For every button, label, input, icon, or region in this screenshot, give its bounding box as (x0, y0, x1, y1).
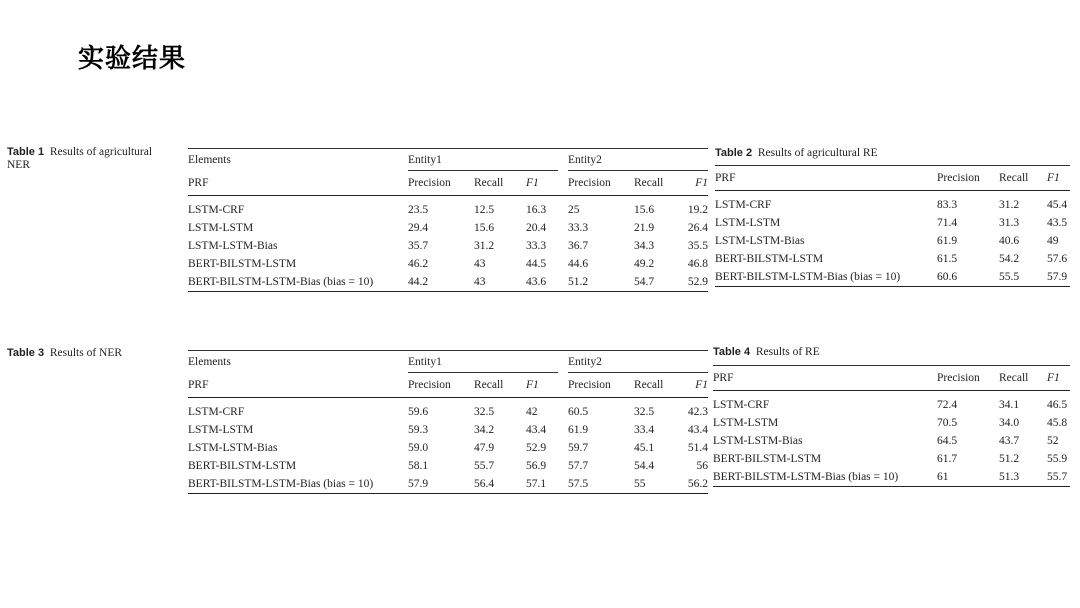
table-row (713, 396, 1070, 414)
row-value-cell: 47.9 (474, 441, 495, 454)
row-value-cell: 26.4 (687, 221, 708, 234)
col-f1-header: F1 (526, 171, 558, 196)
col-recall-header: Recall (474, 373, 526, 398)
row-value-cell: 23.5 (408, 203, 429, 216)
table-row (188, 439, 708, 457)
row-model-name: LSTM-LSTM (713, 416, 779, 429)
col-prf-header: PRF (188, 171, 408, 196)
row-value-cell: 57.1 (526, 475, 558, 493)
table-row (715, 250, 1070, 268)
row-value-cell: 71.4 (937, 216, 958, 229)
row-value-cell: 34.2 (474, 423, 495, 436)
row-value-cell: 44.6 (568, 258, 589, 271)
col-elements-header: Elements (188, 149, 408, 171)
table1-ner-agri (188, 148, 708, 292)
row-model-name: LSTM-LSTM-Bias (188, 441, 278, 454)
row-value-cell: 25 (568, 203, 580, 216)
row-value-cell: 59.6 (408, 405, 429, 418)
group-entity2-header: Entity2 (568, 149, 708, 171)
row-value-cell: 45.4 (1047, 198, 1068, 211)
row-value-cell: 57.7 (568, 460, 589, 473)
row-value-cell: 55 (634, 475, 686, 493)
col-prf-header: PRF (715, 166, 937, 191)
row-value-cell: 57.6 (1047, 253, 1068, 266)
row-model-name: LSTM-LSTM (188, 423, 254, 436)
column-gap (558, 403, 568, 421)
table-row (715, 214, 1070, 232)
table1-caption (7, 146, 172, 172)
row-value-cell: 33.3 (526, 239, 547, 252)
row-value-cell: 43.4 (526, 423, 547, 436)
col-recall-header: Recall (999, 166, 1047, 191)
row-value-cell: 54.7 (634, 273, 686, 291)
table2-re-agri (715, 165, 1070, 287)
col-f1-header: F1 (526, 373, 558, 398)
row-value-cell: 31.2 (999, 198, 1020, 211)
table4-caption-label: Table 4 (713, 346, 751, 358)
row-value-cell: 55.7 (474, 460, 495, 473)
table-row (715, 196, 1070, 214)
row-value-cell: 43.4 (687, 423, 708, 436)
group-entity1-header: Entity1 (408, 149, 558, 171)
row-model-name: BERT-BILSTM-LSTM (715, 253, 824, 266)
table3-caption-text: Results of NER (49, 347, 123, 359)
table2-caption-text: Results of agricultural RE (757, 147, 878, 159)
table3-caption-label: Table 3 (7, 347, 45, 359)
row-value-cell: 12.5 (474, 203, 495, 216)
col-recall-header: Recall (474, 171, 526, 196)
row-value-cell: 31.2 (474, 239, 495, 252)
group-entity2-header: Entity2 (568, 351, 708, 373)
row-value-cell: 20.4 (526, 221, 547, 234)
row-value-cell: 51.3 (999, 468, 1047, 486)
row-value-cell: 51.4 (687, 441, 708, 454)
table-row (188, 403, 708, 421)
row-value-cell: 61.5 (937, 253, 958, 266)
row-value-cell: 35.5 (687, 239, 708, 252)
column-gap (558, 439, 568, 457)
col-precision-header: Precision (568, 171, 634, 196)
row-value-cell: 72.4 (937, 398, 958, 411)
row-value-cell: 16.3 (526, 203, 547, 216)
column-gap (558, 255, 568, 273)
row-value-cell: 52 (1047, 434, 1059, 447)
row-model-name: LSTM-CRF (188, 405, 245, 418)
row-model-name: BERT-BILSTM-LSTM (713, 453, 822, 466)
row-value-cell: 29.4 (408, 221, 429, 234)
table-row (188, 237, 708, 255)
row-value-cell: 43.5 (1047, 216, 1068, 229)
table-row (715, 268, 1070, 286)
table-row (713, 432, 1070, 450)
col-precision-header: Precision (408, 171, 474, 196)
row-value-cell: 59.0 (408, 441, 429, 454)
row-value-cell: 34.3 (634, 239, 655, 252)
row-model-name: BERT-BILSTM-LSTM (188, 460, 297, 473)
col-recall-header: Recall (999, 366, 1047, 391)
table-row (188, 457, 708, 475)
row-value-cell: 61 (937, 468, 999, 486)
table4-caption-text: Results of RE (755, 346, 820, 358)
row-model-name: LSTM-LSTM (188, 221, 254, 234)
column-gap (558, 273, 568, 291)
col-prf-header: PRF (188, 373, 408, 398)
col-elements-header: Elements (188, 351, 408, 373)
group-entity1-header: Entity1 (408, 351, 558, 373)
row-value-cell: 45.1 (634, 441, 655, 454)
row-value-cell: 56.2 (686, 475, 708, 493)
row-value-cell: 35.7 (408, 239, 429, 252)
row-value-cell: 32.5 (474, 405, 495, 418)
row-value-cell: 43 (474, 258, 486, 271)
col-prf-header: PRF (713, 366, 937, 391)
column-gap (558, 421, 568, 439)
row-model-name: BERT-BILSTM-LSTM-Bias (bias = 10) (188, 475, 408, 493)
row-value-cell: 42 (526, 405, 538, 418)
col-f1-header: F1 (686, 171, 708, 196)
row-model-name: LSTM-LSTM-Bias (188, 239, 278, 252)
row-value-cell: 49.2 (634, 258, 655, 271)
row-value-cell: 58.1 (408, 460, 429, 473)
col-recall-header: Recall (634, 171, 686, 196)
col-recall-header: Recall (634, 373, 686, 398)
col-precision-header: Precision (408, 373, 474, 398)
column-gap (558, 475, 568, 493)
table-row (188, 475, 708, 493)
row-value-cell: 49 (1047, 234, 1059, 247)
row-model-name: LSTM-LSTM-Bias (713, 434, 803, 447)
row-value-cell: 60.5 (568, 405, 589, 418)
row-value-cell: 57.9 (1047, 268, 1070, 286)
row-model-name: BERT-BILSTM-LSTM-Bias (bias = 10) (715, 268, 937, 286)
row-value-cell: 56.9 (526, 460, 547, 473)
row-value-cell: 61.9 (568, 423, 589, 436)
row-value-cell: 61.9 (937, 234, 958, 247)
row-value-cell: 19.2 (687, 203, 708, 216)
row-model-name: LSTM-LSTM-Bias (715, 234, 805, 247)
column-gap (558, 219, 568, 237)
row-value-cell: 70.5 (937, 416, 958, 429)
table1-caption-label: Table 1 (7, 146, 45, 158)
row-model-name: BERT-BILSTM-LSTM (188, 258, 297, 271)
table2-caption (715, 147, 878, 160)
row-value-cell: 40.6 (999, 234, 1020, 247)
table-row (188, 421, 708, 439)
row-value-cell: 46.5 (1047, 398, 1068, 411)
row-value-cell: 21.9 (634, 221, 655, 234)
col-f1-header: F1 (686, 373, 708, 398)
row-model-name: BERT-BILSTM-LSTM-Bias (bias = 10) (188, 273, 408, 291)
table4-caption (713, 346, 820, 359)
table-row (188, 219, 708, 237)
table3-caption (7, 347, 122, 360)
row-model-name: LSTM-LSTM (715, 216, 781, 229)
row-value-cell: 15.6 (634, 203, 655, 216)
table-row (188, 273, 708, 291)
table3-ner (188, 350, 708, 494)
column-gap (558, 201, 568, 219)
row-value-cell: 52.9 (526, 441, 547, 454)
row-value-cell: 43.7 (999, 434, 1020, 447)
row-model-name: LSTM-CRF (715, 198, 772, 211)
row-value-cell: 51.2 (999, 453, 1020, 466)
row-value-cell: 54.2 (999, 253, 1020, 266)
row-value-cell: 32.5 (634, 405, 655, 418)
row-value-cell: 46.8 (687, 258, 708, 271)
row-value-cell: 61.7 (937, 453, 958, 466)
row-model-name: BERT-BILSTM-LSTM-Bias (bias = 10) (713, 468, 937, 486)
row-value-cell: 44.2 (408, 273, 474, 291)
col-f1-header: F1 (1047, 166, 1070, 191)
table4-re (713, 365, 1070, 487)
row-value-cell: 33.3 (568, 221, 589, 234)
table1-caption-text2: NER (7, 159, 30, 171)
row-value-cell: 44.5 (526, 258, 547, 271)
col-f1-header: F1 (1047, 366, 1070, 391)
row-value-cell: 60.6 (937, 268, 999, 286)
row-value-cell: 55.7 (1047, 468, 1070, 486)
slide-title: 实验结果 (78, 44, 187, 74)
row-value-cell: 34.0 (999, 416, 1020, 429)
table-row (188, 255, 708, 273)
row-value-cell: 43 (474, 273, 526, 291)
row-value-cell: 52.9 (686, 273, 708, 291)
table-row (713, 450, 1070, 468)
table2-caption-label: Table 2 (715, 147, 753, 159)
column-gap (558, 237, 568, 255)
row-model-name: LSTM-CRF (188, 203, 245, 216)
row-value-cell: 59.3 (408, 423, 429, 436)
col-precision-header: Precision (937, 166, 999, 191)
col-precision-header: Precision (568, 373, 634, 398)
table-row (188, 201, 708, 219)
row-value-cell: 51.2 (568, 273, 634, 291)
row-value-cell: 33.4 (634, 423, 655, 436)
table1-caption-text: Results of agricultural (49, 146, 153, 158)
row-model-name: LSTM-CRF (713, 398, 770, 411)
row-value-cell: 57.9 (408, 475, 474, 493)
row-value-cell: 56.4 (474, 475, 526, 493)
row-value-cell: 83.3 (937, 198, 958, 211)
row-value-cell: 15.6 (474, 221, 495, 234)
row-value-cell: 31.3 (999, 216, 1020, 229)
row-value-cell: 54.4 (634, 460, 655, 473)
row-value-cell: 45.8 (1047, 416, 1068, 429)
row-value-cell: 55.5 (999, 268, 1047, 286)
row-value-cell: 57.5 (568, 475, 634, 493)
row-value-cell: 55.9 (1047, 453, 1068, 466)
table-row (713, 414, 1070, 432)
row-value-cell: 42.3 (687, 405, 708, 418)
column-gap (558, 457, 568, 475)
col-precision-header: Precision (937, 366, 999, 391)
row-value-cell: 56 (696, 460, 708, 473)
row-value-cell: 59.7 (568, 441, 589, 454)
row-value-cell: 34.1 (999, 398, 1020, 411)
row-value-cell: 36.7 (568, 239, 589, 252)
row-value-cell: 43.6 (526, 273, 558, 291)
table-row (715, 232, 1070, 250)
table-row (713, 468, 1070, 486)
row-value-cell: 46.2 (408, 258, 429, 271)
row-value-cell: 64.5 (937, 434, 958, 447)
